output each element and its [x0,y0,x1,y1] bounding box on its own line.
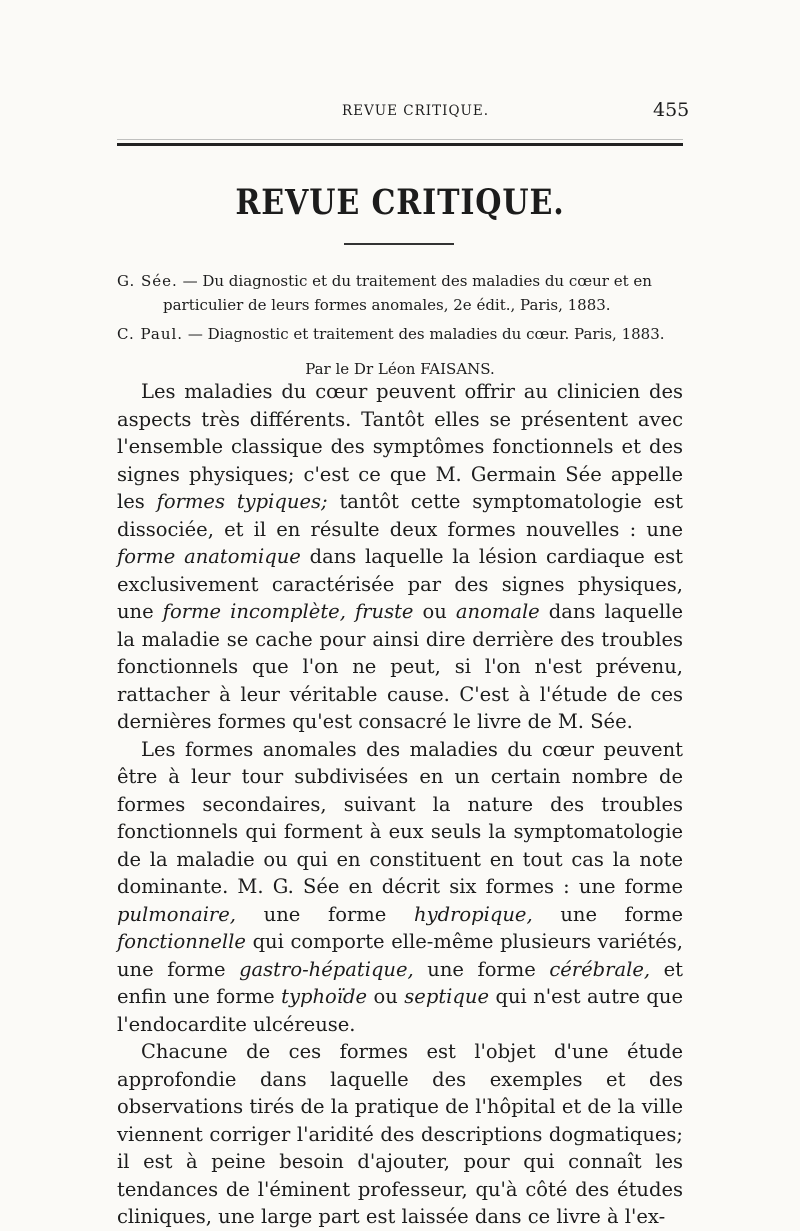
byline: Par le Dr Léon FAISANS. [305,360,495,378]
reference-author: G. Sée. [117,272,178,290]
running-head [0,99,800,125]
text-run: qui comporte elle-même plusieurs variétés, une forme [117,930,683,981]
reference-text: — Du diagnostic et du traitement des maladies du cœur et en [182,272,652,290]
text-run: une forme [413,957,550,981]
paragraph-3 [117,1038,683,1231]
text-run: une forme [532,902,683,926]
text-run: Les maladies du cœur peuvent offrir au clinicien des aspects très différents. Tantôt elles se présentent avec l'ensemble classique des symptômes fonctionnels et des signes physiques; c'est ce que M. Germain Sée appelle les [117,380,683,513]
text-run: Chacune de ces formes est l'objet d'une étude approfondie dans laquelle des exemples et des observations tirés de la pratique de l'hôpital et de la ville viennent corriger l'aridité des descriptions dogmatiques; il est à peine besoin d'ajouter, pour qui connaît les tendances de l'éminent professeur, qu'à côté des études cliniques, une large part est laissée dans ce livre à l'ex- [117,1040,683,1228]
italic-run: gastro-hépatique, [239,957,414,981]
italic-run: forme anatomique [117,545,301,568]
reference-text: particulier de leurs formes anomales, 2e édit., Paris, 1883. [163,296,611,314]
text-run: et enfin une forme [117,957,683,1008]
reference-text: — Diagnostic et traitement des maladies du cœur. Paris, 1883. [187,325,665,343]
text-run: ou [367,985,405,1008]
text-run: tantôt cette symptomatologie est dissociée, et il en résulte deux formes nouvelles : une [117,490,684,541]
italic-run: anomale [455,600,540,623]
header-rule-thin [117,139,683,140]
italic-run: fonctionnelle [117,930,246,953]
reference-1 [117,272,652,290]
text-run: Les formes anomales des maladies du cœur peuvent être à leur tour subdivisées en un certain nombre de formes secondaires, suivant la nature des troubles fonctionnels qui forment à eux seuls la symptomatologie de la maladie ou qui en constituent en tout cas la note dominante. M. G. Sée en décrit six formes : une forme [117,737,683,898]
italic-run: forme incomplète, fruste [162,600,414,623]
paragraph-1 [117,378,683,736]
text-run: dans laquelle la maladie se cache pour ainsi dire derrière des troubles fonctionnels que l'on ne peut, si l'on n'est prévenu, rattacher à leur véritable cause. C'est à l'étude de ces dernières formes qu'est consacré le livre de M. Sée. [117,600,684,733]
italic-run: septique [404,985,489,1008]
text-run: qui n'est autre que l'endocardite ulcéreuse. [117,985,683,1036]
paragraph-2 [117,736,683,1039]
article-title: REVUE CRITIQUE. [235,182,565,223]
reference-1-continuation [163,296,611,314]
reference-author: C. Paul. [117,325,184,343]
article-body [117,378,683,1231]
running-head-title: REVUE CRITIQUE. [342,103,490,119]
page-number: 455 [653,99,690,121]
title-rule [344,243,454,245]
text-run: dans laquelle la lésion cardiaque est exclusivement caractérisée par des signes physiques, une [117,545,683,623]
italic-run: cérébrale, [549,957,651,981]
italic-run: hydropique, [414,902,533,926]
italic-run: typhoïde [281,985,368,1008]
text-run: une forme [236,902,415,926]
header-rule [117,143,683,146]
italic-run: formes typiques; [156,490,328,513]
text-run: ou [413,600,456,623]
italic-run: pulmonaire, [117,902,236,926]
reference-2 [117,325,665,343]
